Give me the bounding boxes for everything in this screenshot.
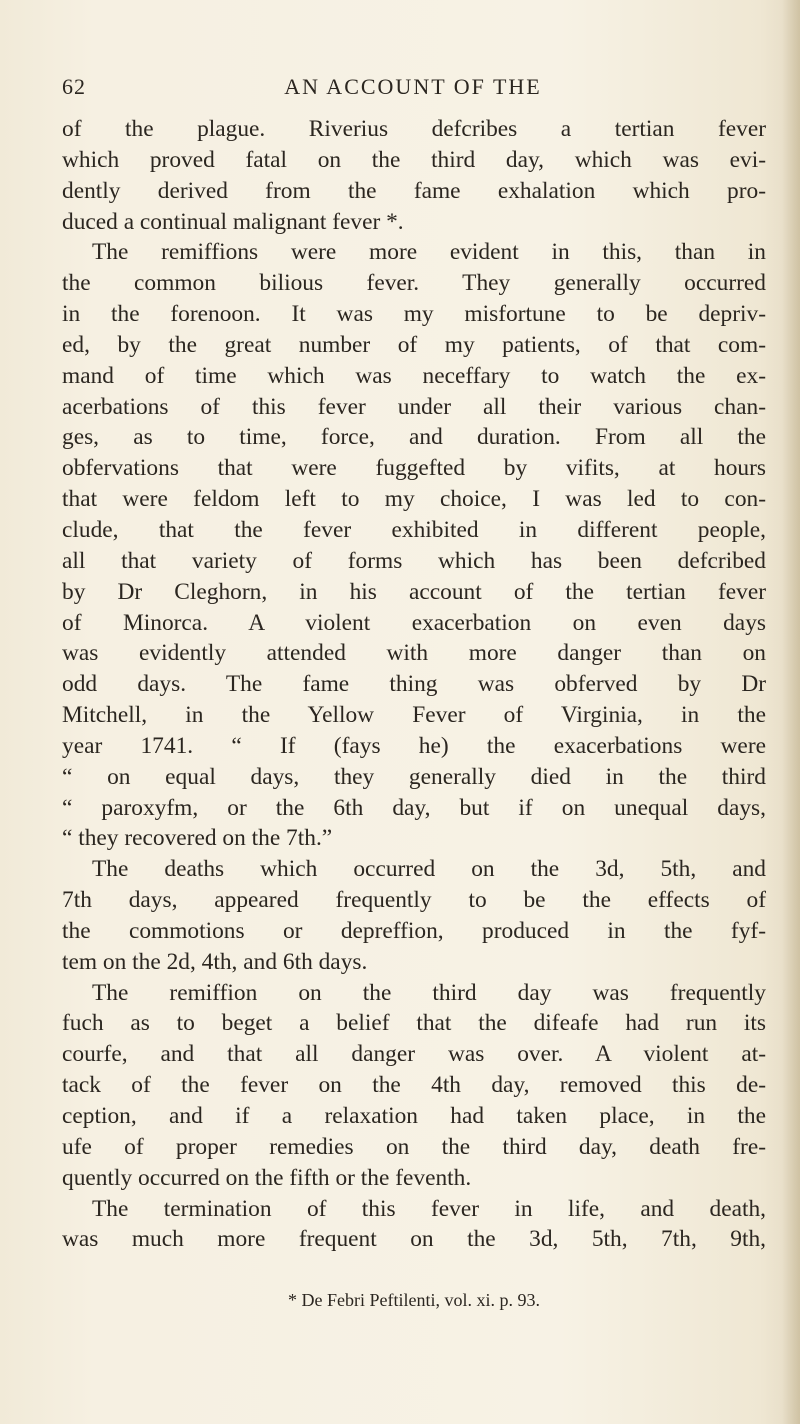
text-line: 7th days, appeared frequently to be the effects of	[62, 887, 766, 914]
running-title: AN ACCOUNT OF THE	[284, 74, 542, 99]
text-line: clude, that the fever exhibited in different people,	[62, 516, 766, 543]
text-line: the commotions or depreffion, produced in the fyf-	[62, 917, 766, 944]
text-line: ception, and if a relaxation had taken place, in the	[62, 1103, 766, 1129]
text-line: Mitchell, in the Yellow Fever of Virginia, in the	[62, 702, 766, 729]
page-number: 62	[62, 74, 86, 99]
text-line: obfervations that were fuggefted by vifits, at hours	[62, 455, 766, 482]
text-line: tem on the 2d, 4th, and 6th days.	[62, 948, 368, 975]
text-line: year 1741. “ If (fays he) the exacerbations were	[62, 732, 766, 759]
text-line: that were feldom left to my choice, I was led to con-	[62, 486, 766, 513]
text-line: all that variety of forms which has been defcribed	[62, 547, 766, 574]
text-line: was evidently attended with more danger than on	[62, 640, 766, 667]
text-line: duced a continual malignant fever *.	[62, 208, 404, 235]
text-line: tack of the fever on the 4th day, removed this de-	[62, 1072, 766, 1099]
running-head	[62, 74, 764, 104]
body-text	[62, 114, 766, 1255]
page-edge-shadow	[782, 0, 800, 1424]
text-line: by Dr Cleghorn, in his account of the tertian fever	[62, 578, 766, 605]
text-line: mand of time which was neceffary to watch the ex-	[62, 362, 766, 389]
text-line: odd days. The fame thing was obferved by Dr	[62, 671, 766, 698]
text-line: “ they recovered on the 7th.”	[62, 825, 333, 852]
text-line: The remiffion on the third day was frequently	[92, 979, 766, 1006]
text-line: fuch as to beget a belief that the difeafe had run its	[62, 1010, 766, 1037]
footnote: * De Febri Peftilenti, vol. xi. p. 93.	[288, 1290, 540, 1310]
text-line: ed, by the great number of my patients, of that com-	[62, 331, 766, 358]
text-line: ufe of proper remedies on the third day, death fre-	[62, 1133, 766, 1160]
text-line: courfe, and that all danger was over. A violent at-	[62, 1041, 766, 1068]
text-line: was much more frequent on the 3d, 5th, 7th, 9th,	[62, 1226, 766, 1253]
text-line: The termination of this fever in life, and death,	[92, 1195, 766, 1222]
text-line: of the plague. Riverius defcribes a tertian fever	[62, 116, 766, 142]
text-line: ges, as to time, force, and duration. From all the	[62, 424, 766, 451]
text-line: dently derived from the fame exhalation which pro-	[62, 177, 766, 204]
text-line: the common bilious fever. They generally occurred	[62, 270, 766, 297]
text-line: The remiffions were more evident in this, than in	[92, 239, 766, 266]
text-line: which proved fatal on the third day, which was evi-	[62, 146, 766, 173]
text-line: quently occurred on the fifth or the feventh.	[62, 1164, 472, 1191]
text-line: The deaths which occurred on the 3d, 5th, and	[92, 856, 766, 883]
text-line: in the forenoon. It was my misfortune to be depriv-	[62, 301, 766, 328]
text-line: of Minorca. A violent exacerbation on even days	[62, 609, 766, 636]
text-line: “ paroxyfm, or the 6th day, but if on unequal days,	[62, 794, 766, 821]
text-line: “ on equal days, they generally died in the third	[62, 763, 766, 790]
text-line: acerbations of this fever under all their various chan-	[62, 393, 766, 420]
